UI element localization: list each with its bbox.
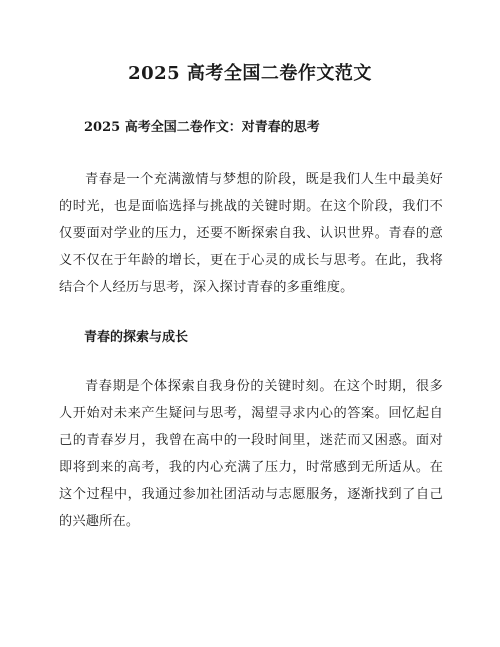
body-paragraph-exploration: 青春期是个体探索自我身份的关键时刻。在这个时期，很多人开始对未来产生疑问与思考，渴望寻求内心的答案。回忆起自己的青春岁月，我曾在高中的一段时间里，迷茫而又困惑。面对即将到来的高考，我的内心充满了压力，时常感到无所适从。在这个过程中，我通过参加社团活动与志愿服务，逐渐找到了自己的兴趣所在。 xyxy=(59,379,443,529)
section-heading: 青春的探索与成长 xyxy=(84,330,189,345)
essay-subtitle: 2025 高考全国二卷作文：对青春的思考 xyxy=(84,120,320,135)
body-paragraph-intro: 青春是一个充满激情与梦想的阶段，既是我们人生中最美好的时光，也是面临选择与挑战的关键时期。在这个阶段，我们不仅要面对学业的压力，还要不断探索自我、认识世界。青春的意义不仅在于年龄的增长，更在于心灵的成长与思考。在此，我将结合个人经历与思考，深入探讨青春的多重维度。 xyxy=(59,172,443,295)
document-title: 2025 高考全国二卷作文范文 xyxy=(128,63,372,84)
